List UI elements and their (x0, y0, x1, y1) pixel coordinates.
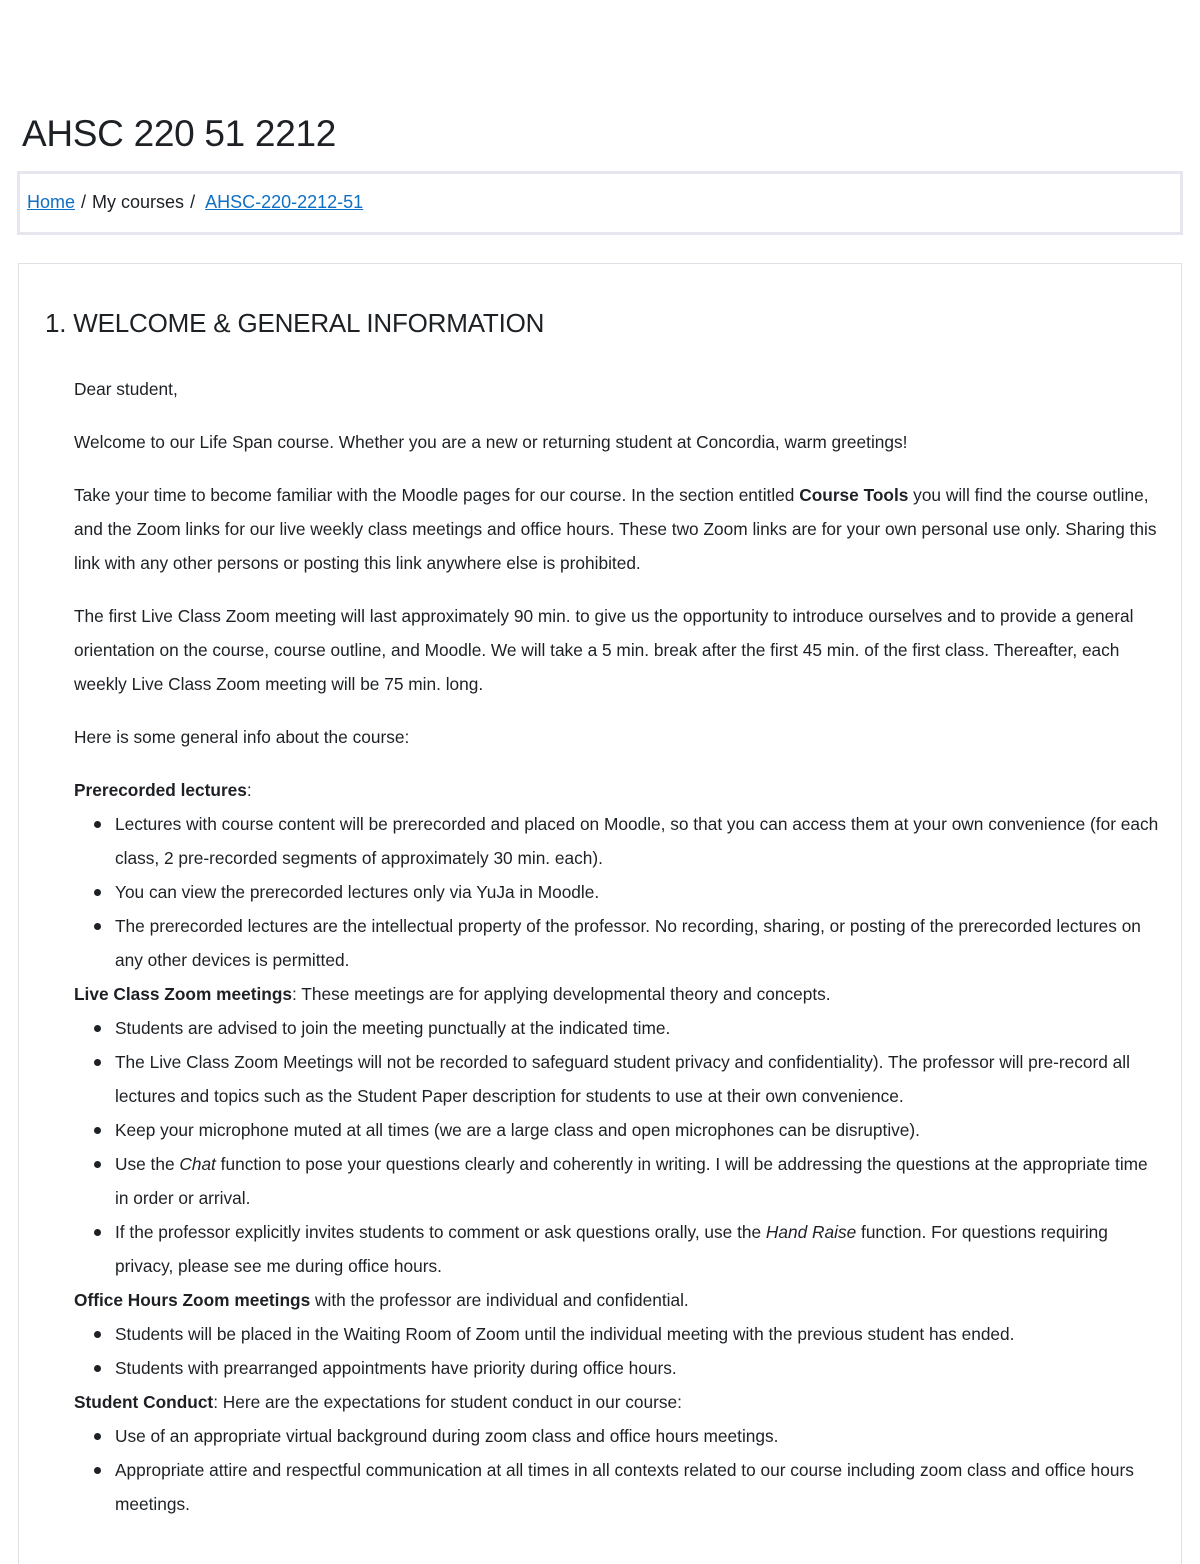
list-item: The prerecorded lectures are the intellectual property of the professor. No recording, sharing, or posting of the prerecorded lectures on any other devices is permitted. (115, 909, 1164, 977)
list-item: The Live Class Zoom Meetings will not be recorded to safeguard student privacy and confidentiality). The professor will pre-record all lectures and topics such as the Student Paper description for students to use at their own convenience. (115, 1045, 1164, 1113)
office-hours-list (74, 1317, 1164, 1385)
prerecorded-list (74, 807, 1164, 977)
breadcrumb-course-link[interactable]: AHSC-220-2212-51 (205, 192, 364, 212)
live-class-list (74, 1011, 1164, 1283)
greeting-text: Dear student, (74, 379, 178, 399)
chat-function-label: Chat (179, 1154, 216, 1174)
prerecorded-heading: Prerecorded lectures: (74, 780, 252, 800)
general-info-text: Here is some general info about the course: (74, 727, 410, 747)
list-item: Students are advised to join the meeting punctually at the indicated time. (115, 1011, 1164, 1045)
list-item: Use the Chat function to pose your questions clearly and coherently in writing. I will be addressing the questions at the appropriate time in order or arrival. (115, 1147, 1164, 1215)
student-conduct-list (74, 1419, 1164, 1521)
list-item: Keep your microphone muted at all times (we are a large class and open microphones can be disruptive). (115, 1113, 1164, 1147)
list-item: Students with prearranged appointments have priority during office hours. (115, 1351, 1164, 1385)
section-title: 1. WELCOME & GENERAL INFORMATION (45, 308, 545, 338)
list-item: Lectures with course content will be prerecorded and placed on Moodle, so that you can access them at your own convenience (for each class, 2 pre-recorded segments of approximately 30 min. each). (115, 807, 1164, 875)
list-item: If the professor explicitly invites students to comment or ask questions orally, use the Hand Raise function. For questions requiring privacy, please see me during office hours. (115, 1215, 1164, 1283)
breadcrumb-my-courses: My courses (92, 192, 185, 212)
student-conduct-heading: Student Conduct: Here are the expectations for student conduct in our course: (74, 1392, 682, 1412)
list-item: Use of an appropriate virtual background during zoom class and office hours meetings. (115, 1419, 1164, 1453)
course-section (18, 263, 1182, 1564)
section-content (74, 372, 1164, 1521)
list-item: Students will be placed in the Waiting Room of Zoom until the individual meeting with the previous student has ended. (115, 1317, 1164, 1351)
first-class-paragraph: The first Live Class Zoom meeting will last approximately 90 min. to give us the opportunity to introduce ourselves and to provide a general orientation on the course, course outline, and Moodle. We will take a 5 min. break after the first 45 min. of the first class. Thereafter, each weekly Live Class Zoom meeting will be 75 min. long. (74, 606, 1134, 694)
hand-raise-label: Hand Raise (765, 1222, 857, 1242)
breadcrumb-separator: / (81, 192, 87, 212)
breadcrumb-home-link[interactable]: Home (27, 192, 76, 212)
breadcrumb-separator: / (190, 192, 196, 212)
welcome-text: Welcome to our Life Span course. Whether you are a new or returning student at Concordia, warm greetings! (74, 432, 908, 452)
course-tools-paragraph: Take your time to become familiar with the Moodle pages for our course. In the section entitled Course Tools you will find the course outline, and the Zoom links for our live weekly class meetings and office hours. These two Zoom links are for your own personal use only. Sharing this link with any other persons or posting this link anywhere else is prohibited. (74, 485, 1157, 573)
live-class-heading: Live Class Zoom meetings: These meetings are for applying developmental theory and concepts. (74, 984, 831, 1004)
course-tools-label: Course Tools (799, 485, 909, 505)
list-item: You can view the prerecorded lectures only via YuJa in Moodle. (115, 875, 1164, 909)
list-item: Appropriate attire and respectful communication at all times in all contexts related to our course including zoom class and office hours meetings. (115, 1453, 1164, 1521)
breadcrumb-bar (17, 171, 1183, 235)
page-title: AHSC 220 51 2212 (22, 113, 337, 154)
office-hours-heading: Office Hours Zoom meetings with the professor are individual and confidential. (74, 1290, 689, 1310)
breadcrumb (27, 190, 363, 214)
